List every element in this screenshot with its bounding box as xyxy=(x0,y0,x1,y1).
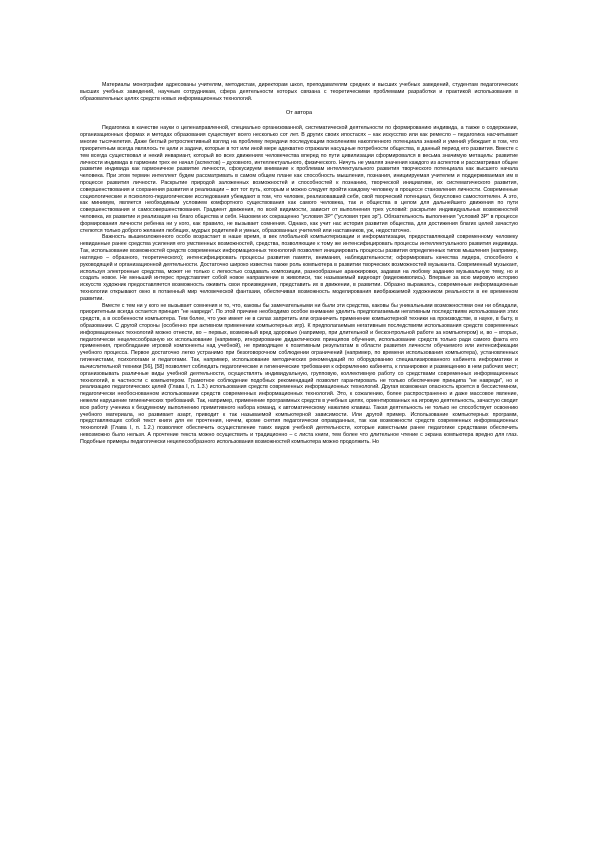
intro-paragraph: Материалы монографии адресованы учителям, методистам, директорам школ, преподавателям средних и высших учебных заведений, студентам педагогических высших учебных заведений, научным сотрудникам, сфера деятельности которых связана с теоретическими проблемами разработки и практикой использования в образовательных целях средств новых информационных технологий. xyxy=(80,82,518,102)
section-heading: От автора xyxy=(285,110,313,117)
body-paragraph-1: Педагогика в качестве науки о целенаправленной, специально организованной, систематической деятельности по формированию индивида, а также о содержании, организационных формах и методах образования существует всего несколько сот лет. В других своих ипостасях – как искусство или как ремесло – педагогика насчитывает многие тысячелетия. Даже беглый ретроспективный взгляд на проблему передачи последующим поколениям накопленного потенциала знаний и умений убеждает в том, что приоритетным всегда являлось те цели и задачи, которые в тот или иной мере адекватно отражали насущные потребности общества, в данный период его развития. Вместе с тем всегда существовал и некий инвариант, который во всех движениях человечества вперед по пути цивилизации сформировался в весьма значимую метацель: развитие личности индивида в гармонии трех ее начал (аспектов) – духовного, интеллектуального, физического. Ничуть не умаляя значения каждого из аспектов и рассматривая общее развитие индивида как гармоничное развитие личности, сфокусируем внимание к проблемам интеллектуального развития творческого потенциала как высшего начала человека. При этом термин интеллект будем рассматривать в самом общем плане как способность мышления, познания, инициируемая учителем и поддерживаемая им в процессе развития личности. Раскрытие природой заложенных возможностей и способностей к познанию, творческой инициативе, их систематического развития, совершенствования и сохранения развития и реализации – вот тот путь, которым и можно следует пройти каждому человеку в процессе становления личности. Современные социологические и психолого-педагогические исследования убеждают в том, что человек, реализовавший себя, свой творческий потенциал, безусловно самостоятелен. А это, как минимум, является необходимым условием комфортного существования как самого человека, так и общества в целом для дальнейшего движения по пути совершенствования и самосовершенствования. Градиент движения, по всей видимости, зависит от выполнения трех условий: раскрытие индивидуальных возможностей человека, их развитие и реализация на благо общества и себя. Назовем их сокращенно "условия 3Р" ("условия трех эр"). Обязательность выполнения "условий 3Р" в процессе формирования личности ребенка ни у кого, как правило, не вызывает сомнения. Однако, как учит нас история развития общества, для достижения благих целей зачастую стелются только доброго желания любящих, мудрых родителей и умных, образованных учителей или наставников, уж, недостаточно. xyxy=(80,125,518,234)
body-paragraph-3: Вместе с тем ни у кого не вызывает сомнения и то, что, каковы бы замечательными ни были эти средства, каковы бы уникальными возможностями они ни обладали, приоритетным всегда остается принцип "не навреди". По этой причине необходимо особое внимание уделить предполагаемым негативным последствиям использования этих средств, а в особенности компьютера. Тем более, что уже имеет не в силах запретить или ограничить применение компьютерной техники на производстве, в науке, в быту, в образовании. С другой стороны (особенно при активном применении компьютерных игр). К предполагаемым негативным последствиям использования средств современных информационных технологий можно отнести, во – первых, возможный вред здоровью (например, при длительной и бесконтрольной работе за компьютером) и, во – вторых, педагогически нецелесообразную их использование (например, игнорирование дидактических принципов обучения, использование средств только ради самого факта его применения, преобладание игровой компоненты над учебной), не приводящее к позитивным результатам в области развития личности обучаемого или интенсификации учебного процесса. Первое достаточно легко устранимо при безоговорочном соблюдении ограничений (например, по времени использования компьютера), установленных гигиенистами, психологами и педагогами. Так, например, использование методических рекомендаций по оборудованию специализированного кабинета информатики и вычислительной техники [56], [58] позволяет соблюдать педагогические и гигиенические требования к оформлению кабинета, к планировке и размещению в нем рабочих мест; организовывать различные виды учебной деятельности, осуществлять индивидуальную, групповую, коллективную работу со средствами современных информационных технологий, в частности с компьютером. Грамотное соблюдение подобных рекомендаций позволит гарантировать не только обеспечение принципа "не навреди", но и реализацию педагогических целей (Глава I, п. 1.3.) использования средств современных информационных технологий. Другая возможная опасность кроется в бессистемном, педагогически необоснованном использовании средств современных информационных технологий. Это, к сожалению, более распространенно и даже массовое явление, нежели нарушение гигиенических требований. Так, например, применение программных средств в учебных целях, ориентированных на игровую деятельность, зачастую сводит всю работу ученика к бездумному выполнению примитивного набора команд, к автоматическому нажатию клавиш. Такая деятельность не только не способствует освоению учебного материала, но развивает азарт, приводит к так называемой компьютерной зависимости. Или другой пример. Использование компьютерных программ, представляющих собой текст книги для ее прочтения, ничем, кроме снятия педагогически оправданных, так как возможности средств современных информационных технологий (Глава I, п. 1.2.) позволяют обеспечить осуществление таких видов учебной деятельности, которые известными ранее педагогике средствами обеспечить невозможно было нельзя. А прочтение текста можно осуществить и традиционно – с листа книги, тем более что длительное чтение с экрана компьютера вредно для глаз. Подобные примеры педагогически нецелесообразного использования возможностей компьютера можно продолжить. Но xyxy=(80,302,518,445)
body-paragraph-2: Важность вышеизложенного особо возрастает в наше время, в век глобальной компьютеризации и информатизации, предоставляющей современному человеку невиданные ранее средства усиления его умственных возможностей, средства, позволяющие к тому же интенсифицировать процессы интеллектуального развития индивида. Так, использование возможностей средств современных информационных технологий позволяет инициировать процессы развития определенных типов мышления (например, наглядно – образного, теоретического); интенсифицировать процессы развития памяти, внимания, наблюдательности; оформировать качества лидера, способного к руководящей и организационной деятельности. Достаточно широко известна также роль компьютера в развитии творческих возможностей музыканта. Современный музыкант, используя электронные средства, может не только с легкостью создавать композиции, разнообразные аранжировки, задавая на любому заданию музыкальную тему, но и создать новое. Не меньший интерес представляет собой новое направление в живописи, так называемый видеоарт (видеоживопись). Впервые за всю мировую историю искусств художник предоставляется возможность оживить свои произведения, представить их в движении, в развитии. Образно выражаясь, современные информационные технологии открывают окно в потаенный мир человеческой фантазии, обеспечивая возможность моделирования виображаемой художником реальности в ее временном развитии. xyxy=(80,234,518,302)
document-page xyxy=(80,82,518,446)
